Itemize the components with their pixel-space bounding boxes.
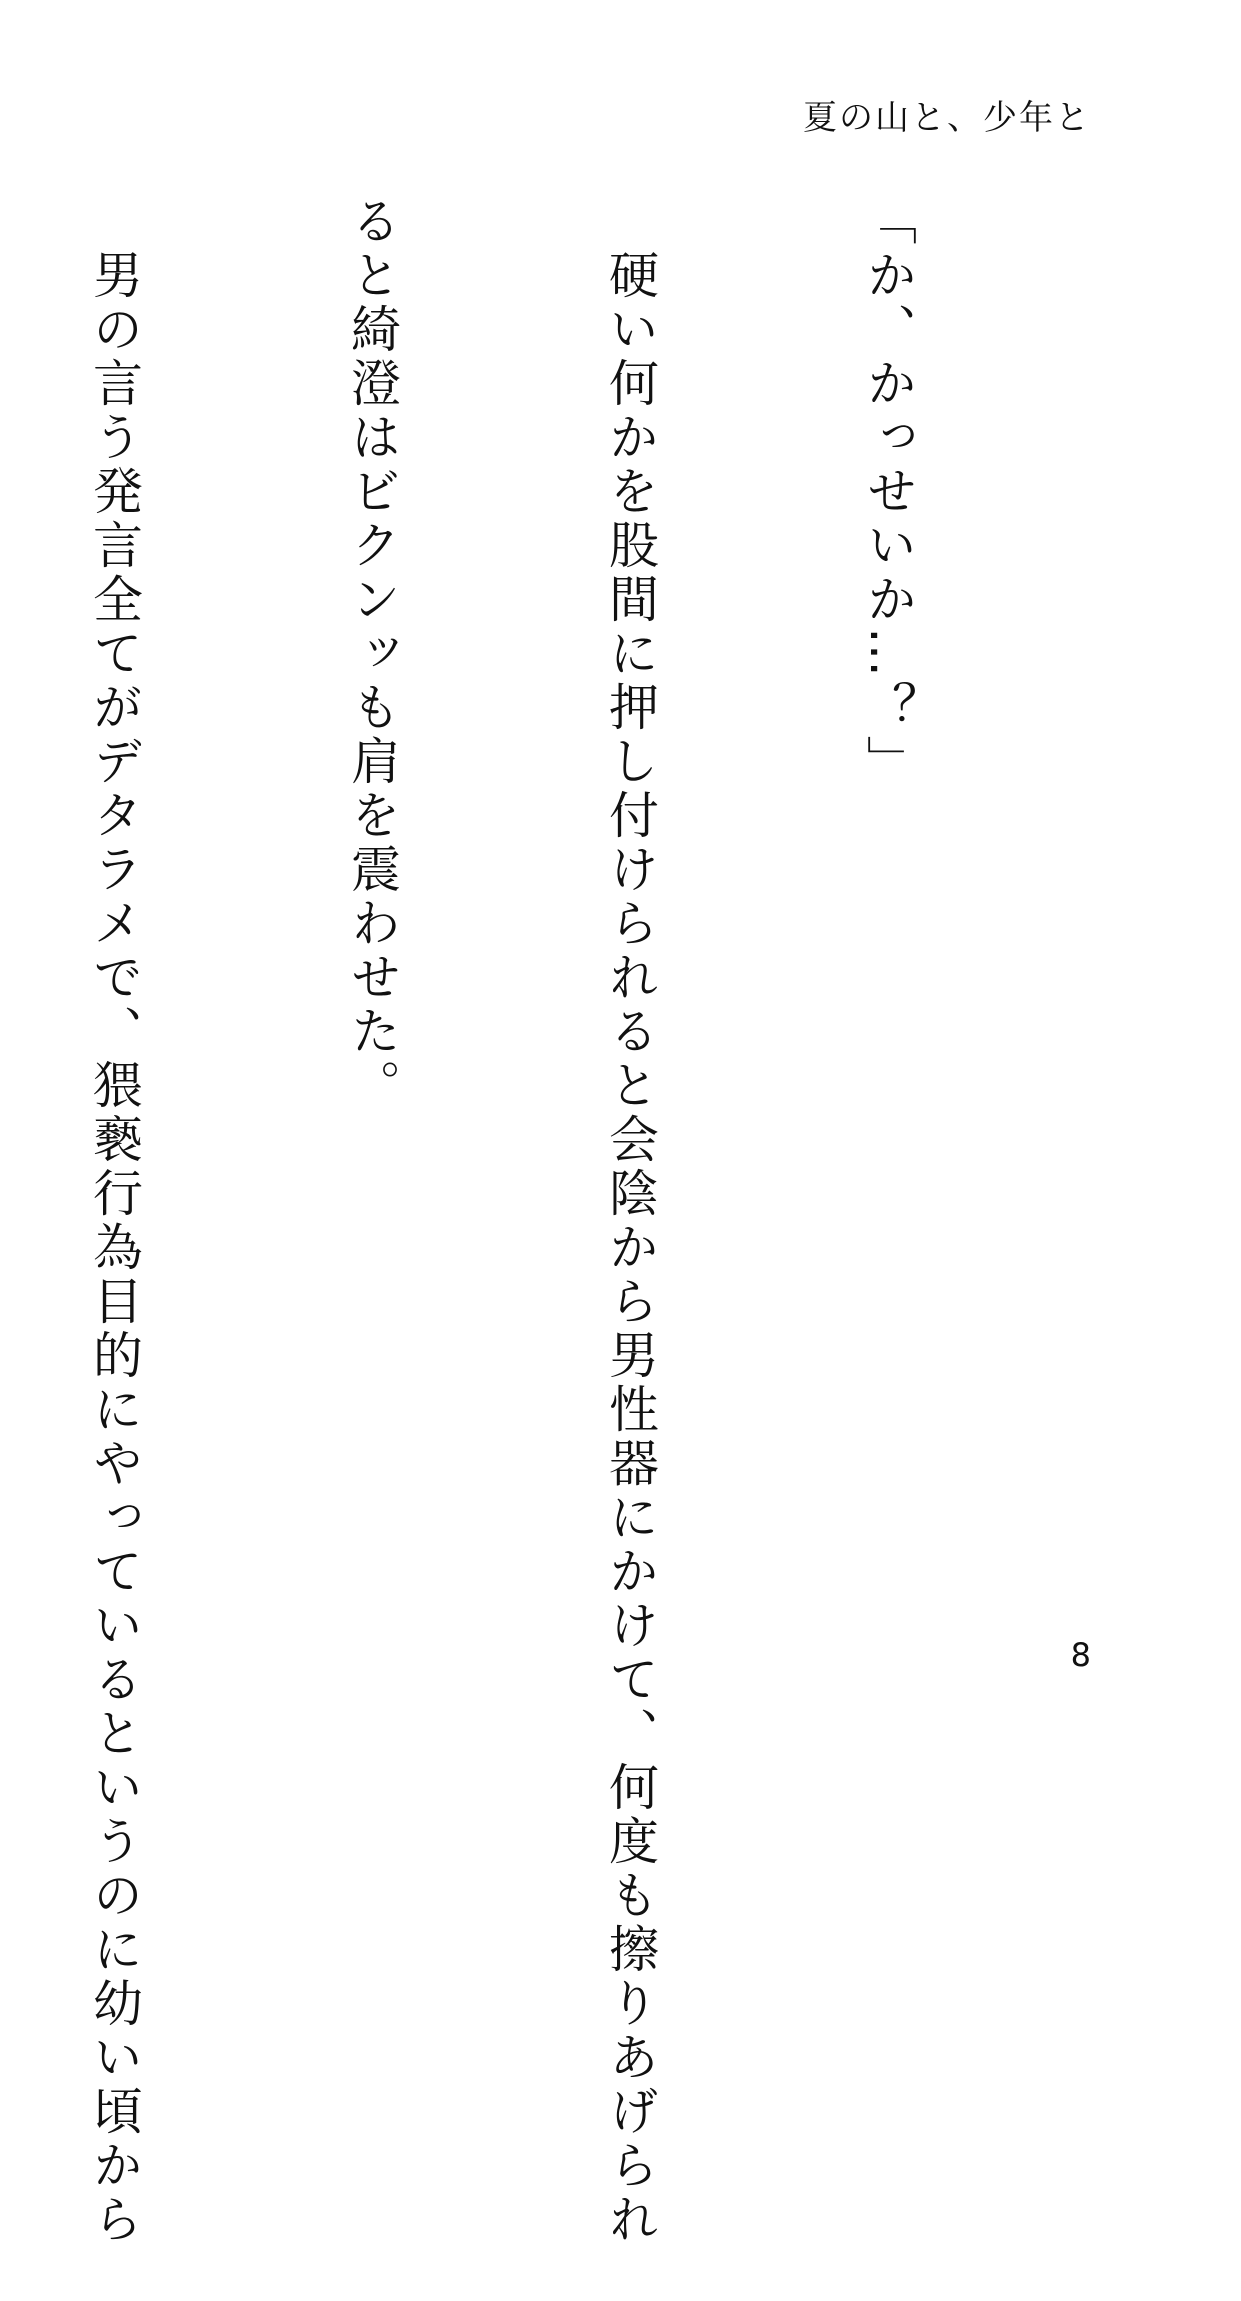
body-text [0,195,1103,2247]
text-line: 「か、かっせいか…？」 [859,195,917,789]
text-line: ると綺澄はビクンッも肩を震わせた。 [343,195,401,1113]
text-line: 男の言う発言全てがデタラメで、猥褻行為目的にやっているというのに幼い頃から [85,195,143,2247]
text-line: 硬い何かを股間に押し付けられると会陰から男性器にかけて、何度も擦りあげられ [601,195,659,2247]
page-number: 8 [1070,1636,1091,1674]
running-header: 夏の山と、少年と [803,98,1091,138]
